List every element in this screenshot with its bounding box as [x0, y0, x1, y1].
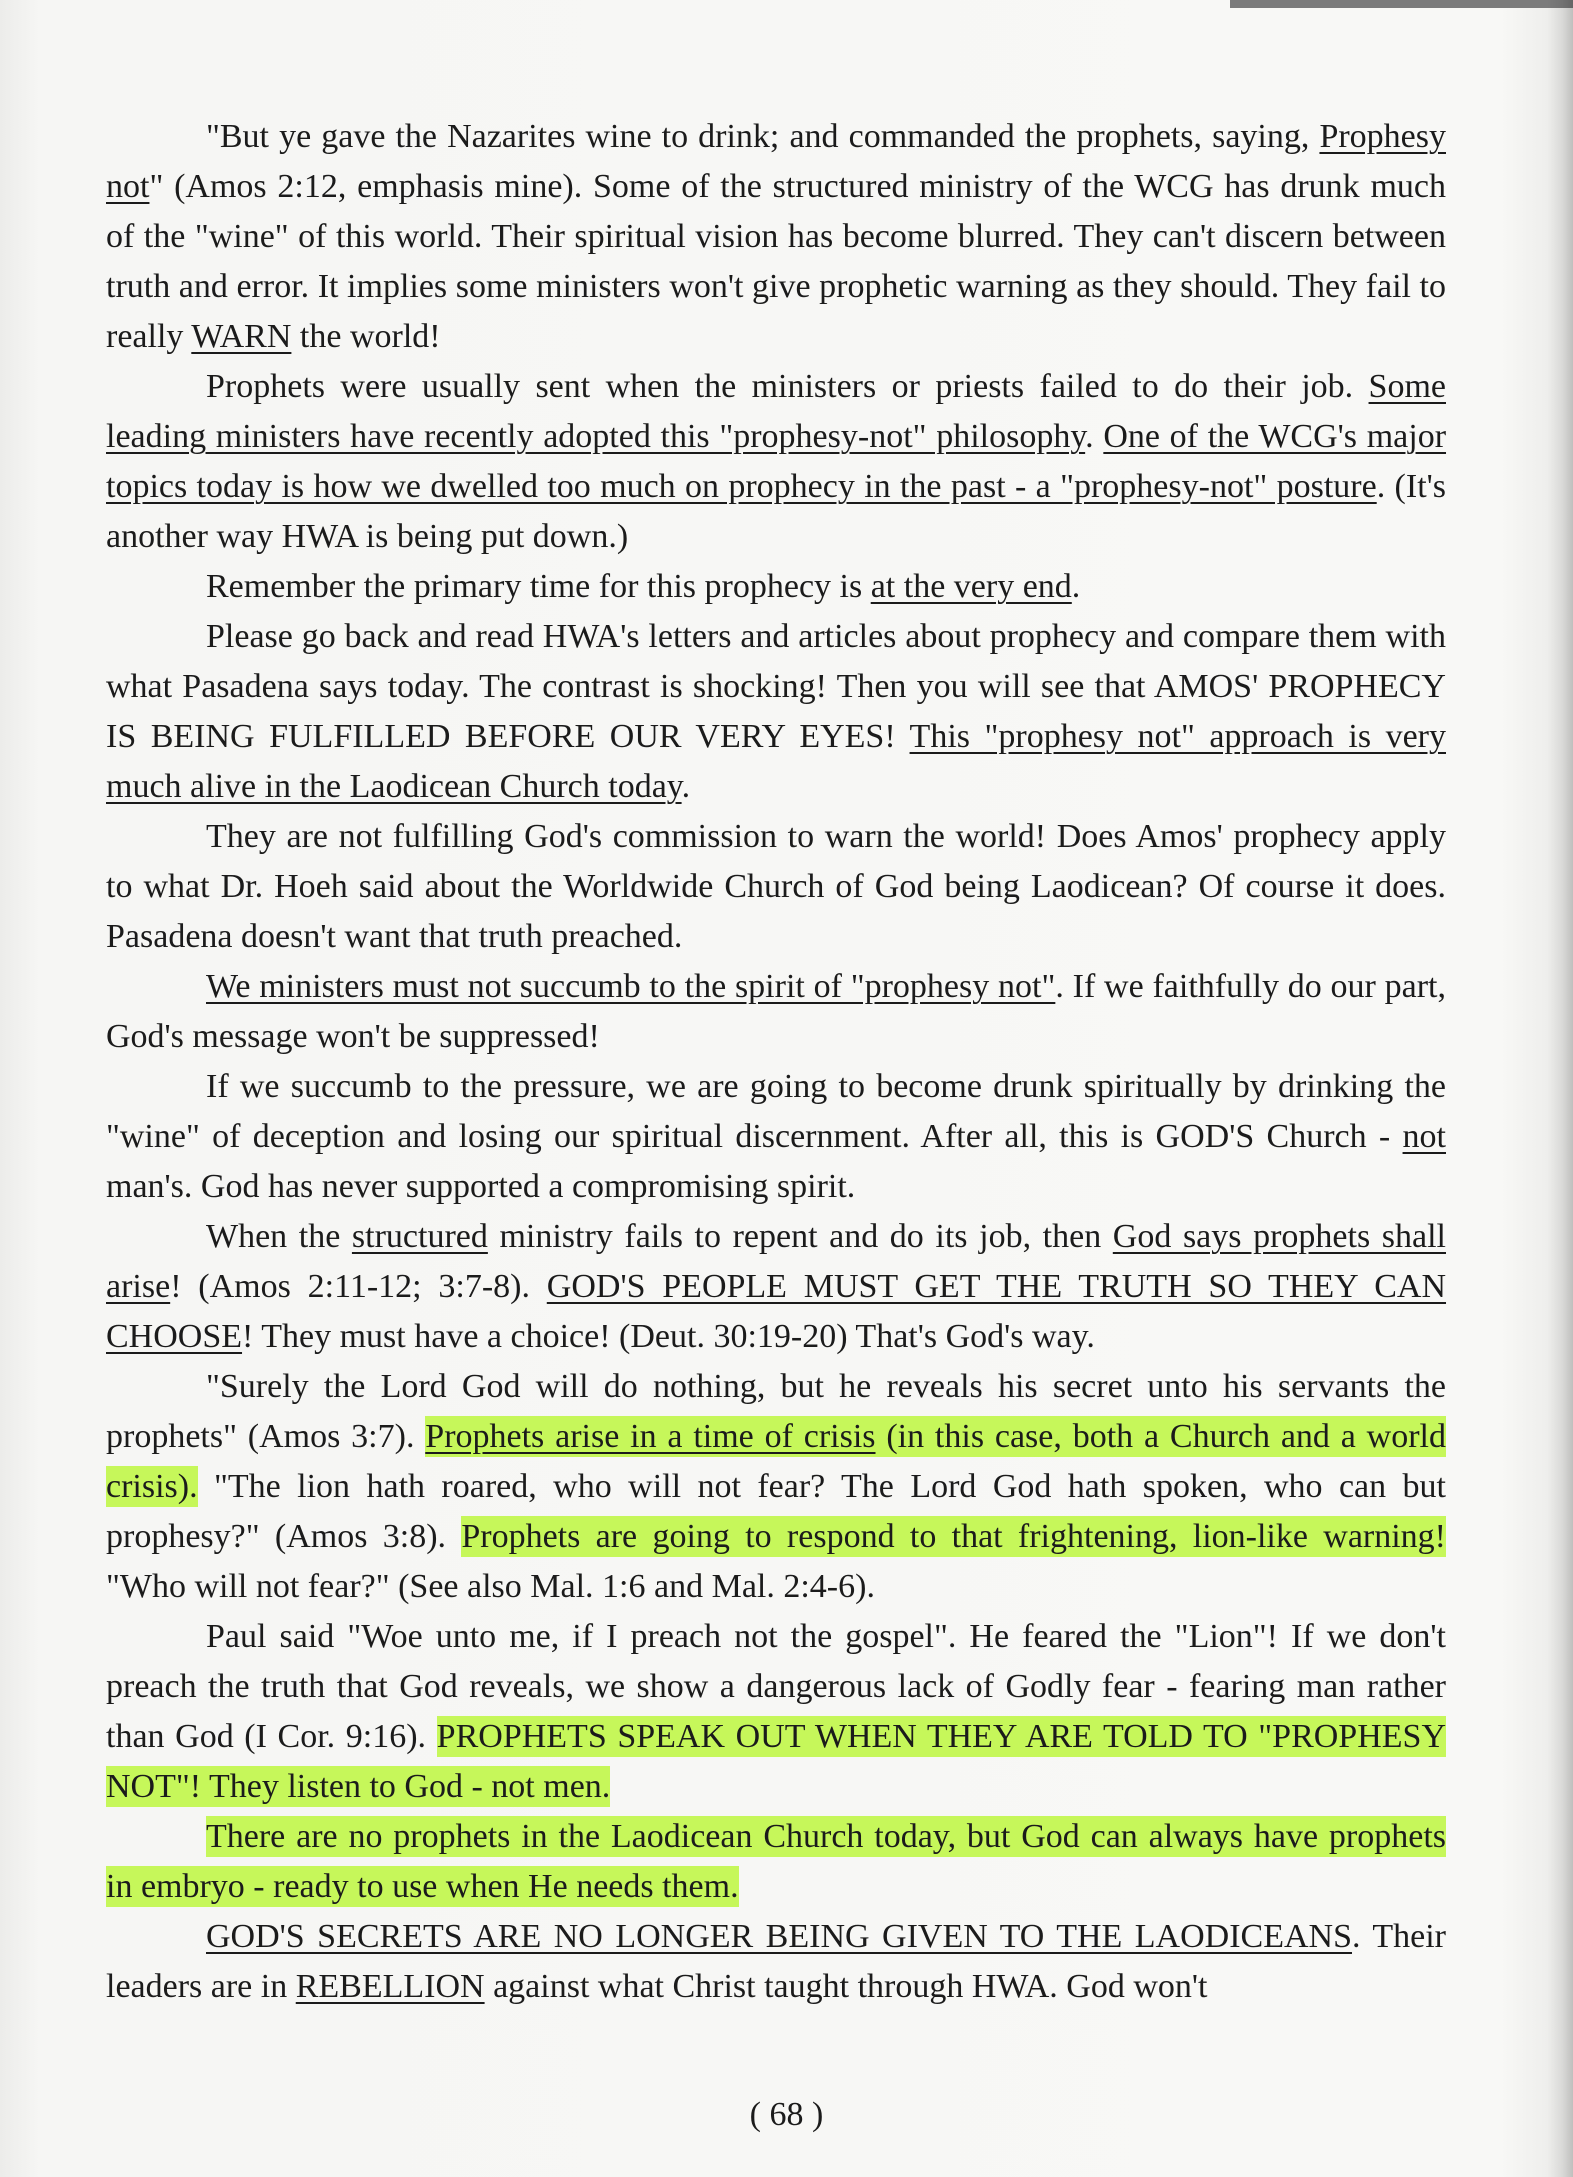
underlined-text: Prophesy not — [106, 118, 1446, 205]
text-segment: against what Christ taught through HWA. God won't — [484, 1968, 1208, 2005]
paragraph-p6 — [106, 962, 1446, 1062]
underlined-text: at the very end — [870, 568, 1072, 605]
scan-edge-shadow — [1547, 0, 1573, 2177]
paragraph-p12 — [106, 1912, 1446, 2012]
paragraph-p11 — [106, 1812, 1446, 1912]
underlined-text: God says prophets shall arise — [106, 1218, 1446, 1305]
paragraph-p1 — [106, 112, 1446, 362]
highlighted-text: There are no prophets in the Laodicean Church today, but God can always have prophets in embryo - ready to use when He needs them. — [106, 1818, 1446, 1905]
underlined-text: structured — [351, 1218, 488, 1255]
paragraph-p5 — [106, 812, 1446, 962]
underlined-text: This "prophesy not" approach is very much alive in the Laodicean Church today — [106, 718, 1446, 805]
underlined-text: WARN — [191, 318, 292, 355]
paragraph-p9 — [106, 1362, 1446, 1612]
paragraph-p10 — [106, 1612, 1446, 1812]
text-segment: . (It's another way HWA is being put down.) — [106, 468, 1446, 555]
scan-edge-top — [1230, 0, 1573, 8]
page-number: ( 68 ) — [749, 2096, 824, 2133]
text-segment: They are not fulfilling God's commission to warn the world! Does Amos' prophecy apply to what Dr. Hoeh said about the Worldwide Church of God being Laodicean? Of course it does. Pasadena doesn't want that truth preached. — [106, 818, 1446, 955]
text-segment: . Their leaders are in — [106, 1918, 1446, 2005]
paragraph-p8 — [106, 1212, 1446, 1362]
text-segment: . — [1071, 568, 1081, 605]
text-segment: ! They must have a choice! (Deut. 30:19-20) That's God's way. — [242, 1318, 1095, 1355]
highlighted-underlined-text: Prophets arise in a time of crisis — [425, 1418, 876, 1455]
text-segment: . — [681, 768, 691, 805]
highlighted-text: (in this case, both a Church and a world crisis). — [106, 1418, 1446, 1505]
underlined-text: We ministers must not succumb to the spirit of "prophesy not" — [206, 968, 1056, 1005]
text-segment: . If we faithfully do our part, God's message won't be suppressed! — [106, 968, 1446, 1055]
text-segment: "The lion hath roared, who will not fear? The Lord God hath spoken, who can but prophesy?" (Amos 3:8). — [106, 1468, 1446, 1555]
text-segment: "But ye gave the Nazarites wine to drink; and commanded the prophets, saying, — [206, 118, 1320, 155]
paragraph-p3 — [106, 562, 1446, 612]
text-segment: Remember the primary time for this prophecy is — [206, 568, 871, 605]
underlined-text: Some leading ministers have recently adopted this "prophesy-not" philosophy — [106, 368, 1446, 455]
text-segment: man's. God has never supported a compromising spirit. — [106, 1168, 856, 1205]
underlined-text: GOD'S SECRETS ARE NO LONGER BEING GIVEN TO THE LAODICEANS — [206, 1918, 1352, 1955]
underlined-text: not — [1402, 1118, 1446, 1155]
highlighted-text: PROPHETS SPEAK OUT WHEN THEY ARE TOLD TO "PROPHESY NOT"! They listen to God - not men. — [106, 1718, 1446, 1805]
text-segment: "Surely the Lord God will do nothing, but he reveals his secret unto his servants the prophets" (Amos 3:7). — [106, 1368, 1446, 1455]
text-segment: When the — [206, 1218, 352, 1255]
text-segment: Prophets were usually sent when the ministers or priests failed to do their job. — [206, 368, 1369, 405]
underlined-text: REBELLION — [295, 1968, 485, 2005]
paragraph-p4 — [106, 612, 1446, 812]
text-segment: "Who will not fear?" (See also Mal. 1:6 and Mal. 2:4-6). — [106, 1568, 875, 1605]
paragraph-p7 — [106, 1062, 1446, 1212]
page-body-text — [106, 112, 1446, 2012]
paragraph-p2 — [106, 362, 1446, 562]
text-segment: the world! — [291, 318, 441, 355]
highlighted-text: Prophets are going to respond to that frightening, lion-like warning! — [461, 1518, 1447, 1555]
underlined-text: GOD'S PEOPLE MUST GET THE TRUTH SO THEY CAN CHOOSE — [106, 1268, 1447, 1355]
text-segment: If we succumb to the pressure, we are going to become drunk spiritually by drinking the "wine" of deception and losing our spiritual discernment. After all, this is GOD'S Church - — [106, 1068, 1446, 1155]
text-segment: ministry fails to repent and do its job, then — [487, 1218, 1113, 1255]
text-segment: Paul said "Woe unto me, if I preach not the gospel". He feared the "Lion"! If we don't preach the truth that God reveals, we show a dangerous lack of Godly fear - fearing man rather than God (I Cor. 9:16). — [106, 1618, 1446, 1755]
text-segment: " (Amos 2:12, emphasis mine). Some of the structured ministry of the WCG has drunk much of the "wine" of this world. Their spiritual vision has become blurred. They can't discern between truth and error. It implies some ministers won't give prophetic warning as they should. They fail to really — [106, 168, 1446, 355]
underlined-text: One of the WCG's major topics today is how we dwelled too much on prophecy in the past - a "prophesy-not" posture — [106, 418, 1447, 505]
text-segment: . — [1085, 418, 1104, 455]
text-segment: Please go back and read HWA's letters and articles about prophecy and compare them with what Pasadena says today. The contrast is shocking! Then you will see that AMOS' PROPHECY IS BEING FULFILLED BEFORE OUR VERY EYES! — [106, 618, 1446, 755]
text-segment: ! (Amos 2:11-12; 3:7-8). — [170, 1268, 547, 1305]
